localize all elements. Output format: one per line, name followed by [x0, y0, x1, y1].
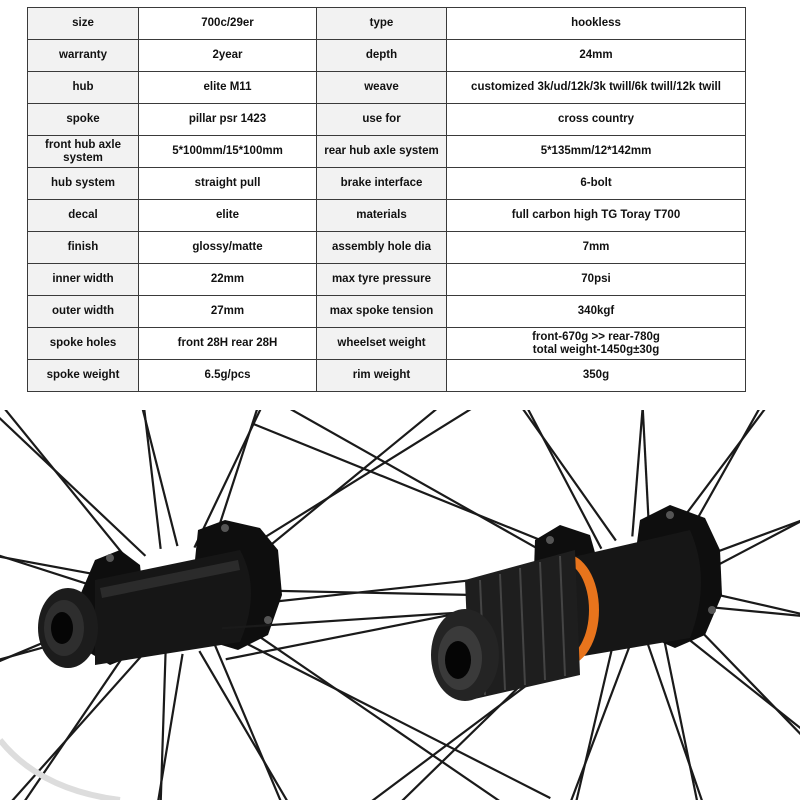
spec-value-line: elite M11 [203, 81, 252, 93]
spec-value [447, 360, 746, 392]
spoke [215, 644, 357, 800]
spec-value-line: glossy/matte [192, 241, 263, 253]
spec-label: wheelset weight [317, 328, 447, 360]
spec-value-line: 2year [212, 49, 243, 61]
spec-value [139, 264, 317, 296]
spec-row [28, 264, 746, 296]
spoke [648, 644, 768, 800]
spoke [0, 410, 145, 556]
spoke [690, 620, 800, 800]
spoke [431, 410, 601, 549]
spec-value [139, 8, 317, 40]
spec-label: inner width [28, 264, 139, 296]
spec-value [447, 136, 746, 168]
spec-value [139, 168, 317, 200]
spec-value [447, 200, 746, 232]
spec-value [447, 72, 746, 104]
spec-value [139, 232, 317, 264]
spec-label: assembly hole dia [317, 232, 447, 264]
spec-label: finish [28, 232, 139, 264]
spec-row [28, 168, 746, 200]
spec-value [447, 264, 746, 296]
spec-table [27, 7, 746, 392]
spec-value [447, 168, 746, 200]
spec-value [447, 328, 746, 360]
spec-label: rim weight [317, 360, 447, 392]
spoke [0, 647, 150, 800]
spec-label: front hub axle system [28, 136, 139, 168]
spec-value [139, 104, 317, 136]
spec-label: weave [317, 72, 447, 104]
spec-value [139, 328, 317, 360]
spec-row [28, 104, 746, 136]
spoke [118, 410, 161, 549]
spec-value [447, 8, 746, 40]
spec-value-line: 7mm [582, 241, 610, 253]
spec-value-line: 700c/29er [201, 17, 254, 29]
spec-value-line: 22mm [210, 273, 245, 285]
spec-value [139, 200, 317, 232]
spec-value [447, 104, 746, 136]
spec-label: decal [28, 200, 139, 232]
spoke [0, 410, 133, 566]
hub-photos-svg [0, 410, 800, 800]
spec-label: spoke [28, 104, 139, 136]
spec-value [447, 40, 746, 72]
spec-row [28, 72, 746, 104]
spec-label: type [317, 8, 447, 40]
spec-label: spoke weight [28, 360, 139, 392]
spec-value-line: customized 3k/ud/12k/3k twill/6k twill/12k twill [471, 81, 721, 93]
spec-value [447, 296, 746, 328]
spec-label: size [28, 8, 139, 40]
spec-label: depth [317, 40, 447, 72]
spec-label: outer width [28, 296, 139, 328]
spec-row [28, 40, 746, 72]
spec-value-line: pillar psr 1423 [188, 113, 267, 125]
spec-value-line: 6.5g/pcs [204, 369, 251, 381]
spec-value-line: elite [215, 209, 239, 221]
spec-row [28, 296, 746, 328]
spec-value-line: 5*100mm/15*100mm [172, 145, 283, 157]
spec-label: spoke holes [28, 328, 139, 360]
spec-value [139, 296, 317, 328]
spoke [123, 654, 183, 800]
spec-value-line: 350g [582, 369, 610, 381]
spec-value-line: 70psi [581, 273, 611, 285]
spec-label: rear hub axle system [317, 136, 447, 168]
spec-value-line: 5*135mm/12*142mm [540, 145, 652, 157]
spec-label: hub [28, 72, 139, 104]
spec-row [28, 200, 746, 232]
rear-hub-photo [222, 410, 800, 800]
spec-value-line: front 28H rear 28H [177, 337, 278, 349]
spec-value-line: 24mm [579, 49, 613, 61]
spec-label: warranty [28, 40, 139, 72]
spec-value-line: full carbon high TG Toray T700 [511, 209, 681, 221]
spec-label: max spoke tension [317, 296, 447, 328]
spec-label: hub system [28, 168, 139, 200]
spec-value-line: front-670g >> rear-780g [532, 330, 660, 343]
spec-value-line: 27mm [210, 305, 245, 317]
spec-value-line: total weight-1450g±30g [532, 343, 660, 356]
spec-value-line: hookless [571, 17, 621, 29]
spec-value [139, 136, 317, 168]
spec-row [28, 360, 746, 392]
spec-table-body [28, 8, 746, 392]
spec-value-line: straight pull [194, 177, 261, 189]
spec-value-line: 340kgf [577, 305, 615, 317]
spec-value-line: 6-bolt [580, 177, 612, 189]
spec-row [28, 136, 746, 168]
spec-label: brake interface [317, 168, 447, 200]
spoke [224, 410, 532, 563]
spec-value [139, 72, 317, 104]
spec-label: max tyre pressure [317, 264, 447, 296]
spec-row [28, 8, 746, 40]
spec-row [28, 328, 746, 360]
spec-value [139, 360, 317, 392]
spec-row [28, 232, 746, 264]
spec-label: use for [317, 104, 447, 136]
spec-label: materials [317, 200, 447, 232]
spec-value [447, 232, 746, 264]
spec-value-line: cross country [557, 113, 635, 125]
spec-value [139, 40, 317, 72]
spoke [154, 652, 166, 800]
hub-photos [0, 410, 800, 800]
